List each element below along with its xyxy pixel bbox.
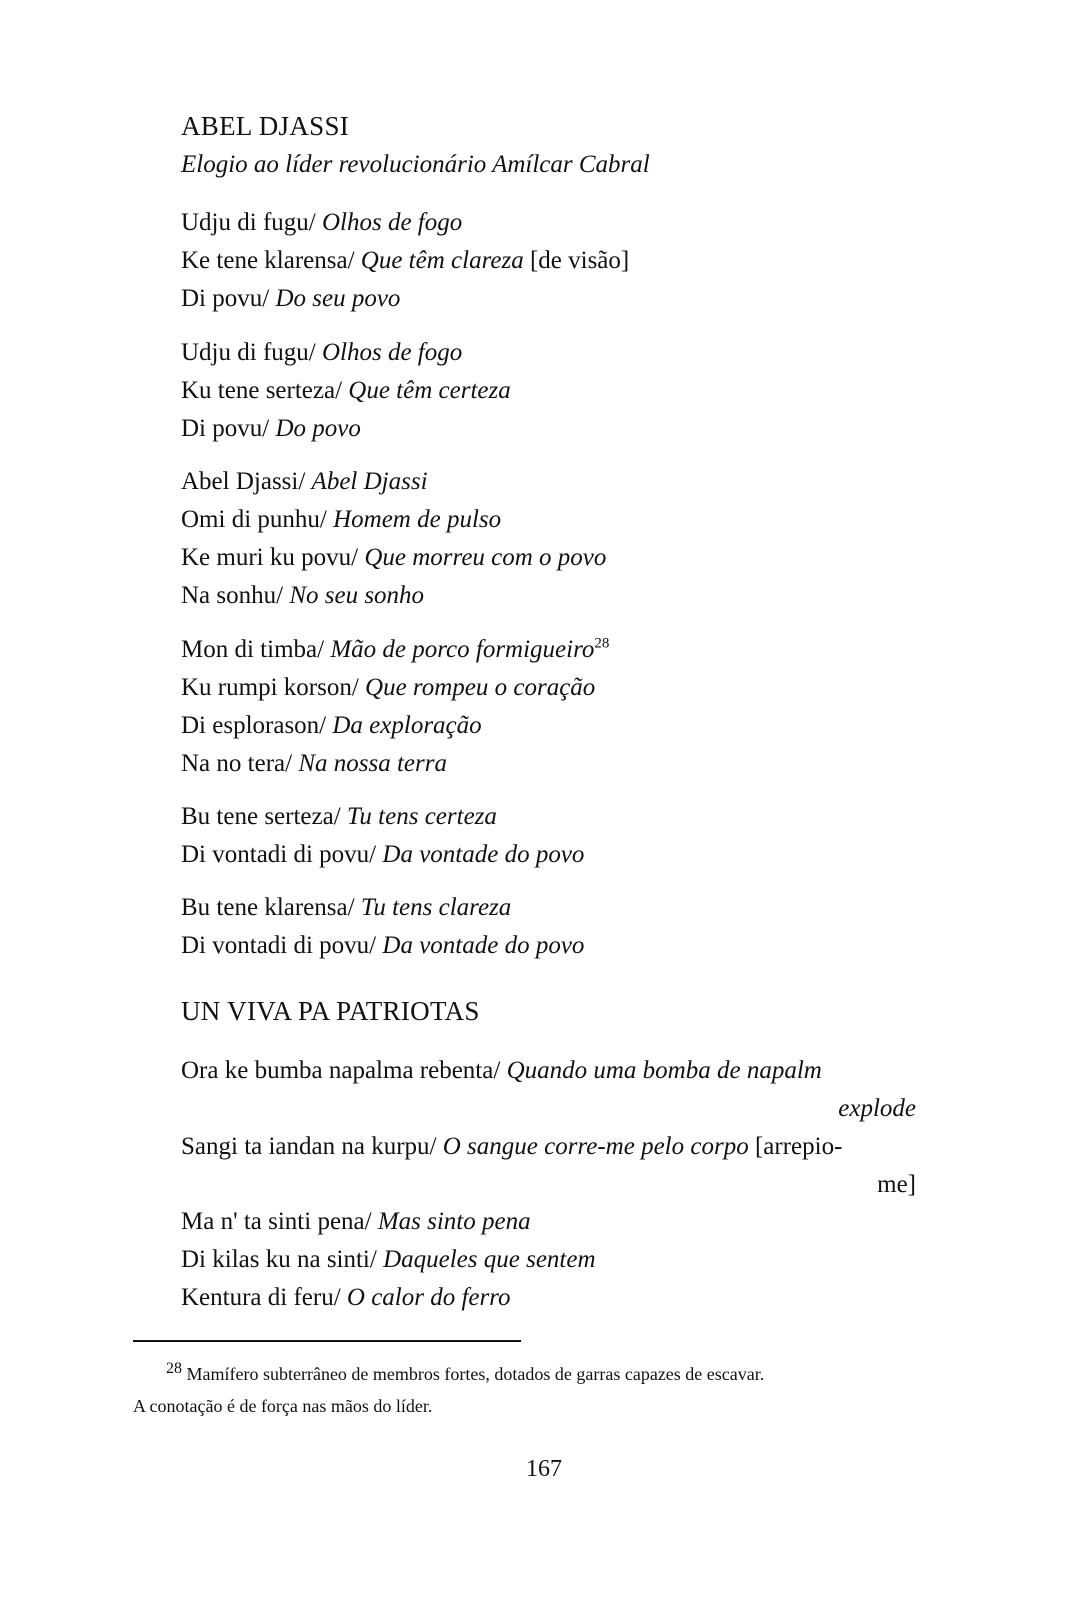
kriol-text: Di povu/ <box>181 415 276 442</box>
verse-line <box>181 410 511 448</box>
portuguese-translation: Tu tens clareza <box>360 894 512 921</box>
portuguese-translation: O calor do ferro <box>346 1284 511 1311</box>
verse-continuation: me] <box>877 1171 916 1198</box>
footnote-reference: 28 <box>594 635 610 652</box>
kriol-text: Ku rumpi korson/ <box>181 674 366 701</box>
verse-line <box>181 280 629 318</box>
verse-continuation: explode <box>838 1095 916 1122</box>
kriol-text: Di kilas ku na sinti/ <box>181 1246 384 1273</box>
verse-line <box>181 1203 596 1241</box>
portuguese-translation: Olhos de fogo <box>321 339 463 366</box>
verse-line <box>181 1128 916 1166</box>
kriol-text: Kentura di feru/ <box>181 1284 347 1311</box>
kriol-text: Di esplorason/ <box>181 712 333 739</box>
portuguese-translation: Abel Djassi <box>311 468 428 495</box>
kriol-text: Ora ke bumba napalma rebenta/ <box>181 1057 507 1084</box>
poem-title-abel-djassi: ABEL DJASSI <box>181 111 350 141</box>
verse-line <box>181 1052 916 1090</box>
stanza <box>181 334 511 448</box>
kriol-text: Di povu/ <box>181 285 276 312</box>
kriol-text: Di vontadi di povu/ <box>181 932 383 959</box>
portuguese-translation: Olhos de fogo <box>321 209 463 236</box>
verse-line <box>181 539 606 577</box>
footnote-text-1: Mamífero subterrâneo de membros fortes, dotados de garras capazes de escavar. <box>182 1364 765 1384</box>
verse-line <box>181 798 584 836</box>
portuguese-translation: Quando uma bomba de napalm <box>506 1057 822 1084</box>
portuguese-translation: Na nossa terra <box>298 750 447 777</box>
stanza <box>181 1052 916 1204</box>
kriol-text: Ku tene serteza/ <box>181 377 349 404</box>
verse-line <box>181 1279 596 1317</box>
kriol-text: Mon di timba/ <box>181 636 331 663</box>
verse-line <box>181 707 609 745</box>
portuguese-translation: Que morreu com o povo <box>364 544 607 571</box>
stanza <box>181 798 584 874</box>
poem-title-un-viva: UN VIVA PA PATRIOTAS <box>181 996 480 1026</box>
portuguese-translation: Mas sinto pena <box>377 1208 531 1235</box>
kriol-text: Omi di punhu/ <box>181 506 334 533</box>
portuguese-translation: Do povo <box>275 415 361 442</box>
portuguese-translation: O sangue corre-me pelo corpo <box>442 1133 749 1160</box>
kriol-text: Abel Djassi/ <box>181 468 312 495</box>
page-number: 167 <box>526 1456 562 1482</box>
kriol-text: Sangi ta iandan na kurpu/ <box>181 1133 443 1160</box>
footnote-line-2: A conotação é de força nas mãos do líder. <box>133 1396 433 1416</box>
verse-line <box>181 334 511 372</box>
verse-line <box>181 204 629 242</box>
portuguese-translation: Mão de porco formigueiro <box>330 636 595 663</box>
verse-line <box>181 631 609 669</box>
footnote-line-1 <box>133 1358 983 1390</box>
verse-line <box>181 501 606 539</box>
kriol-text: Na sonhu/ <box>181 582 290 609</box>
verse-line <box>181 577 606 615</box>
kriol-text: Ke muri ku povu/ <box>181 544 365 571</box>
kriol-text: Ma n' ta sinti pena/ <box>181 1208 378 1235</box>
footnote-divider <box>133 1340 521 1342</box>
bracket-note: [de visão] <box>523 247 630 274</box>
portuguese-translation: Homem de pulso <box>333 506 502 533</box>
verse-line <box>181 745 609 783</box>
verse-line <box>181 836 584 874</box>
poem-subtitle: Elogio ao líder revolucionário Amílcar Cabral <box>181 151 650 178</box>
stanza <box>181 1203 596 1317</box>
portuguese-translation: Que rompeu o coração <box>365 674 596 701</box>
verse-line <box>181 669 609 707</box>
verse-line <box>181 889 584 927</box>
portuguese-translation: Da vontade do povo <box>382 841 585 868</box>
portuguese-translation: Da vontade do povo <box>382 932 585 959</box>
kriol-text: Di vontadi di povu/ <box>181 841 383 868</box>
verse-line <box>181 1241 596 1279</box>
portuguese-translation: No seu sonho <box>289 582 425 609</box>
kriol-text: Udju di fugu/ <box>181 339 322 366</box>
portuguese-translation: Daqueles que sentem <box>383 1246 596 1273</box>
kriol-text: Ke tene klarensa/ <box>181 247 361 274</box>
verse-line <box>181 927 584 965</box>
portuguese-translation: Da exploração <box>332 712 482 739</box>
stanza <box>181 463 606 615</box>
kriol-text: Bu tene klarensa/ <box>181 894 361 921</box>
stanza <box>181 631 609 783</box>
portuguese-translation: Tu tens certeza <box>346 803 497 830</box>
verse-line <box>181 372 511 410</box>
kriol-text: Udju di fugu/ <box>181 209 322 236</box>
kriol-text: Na no tera/ <box>181 750 299 777</box>
stanza <box>181 204 629 318</box>
stanza <box>181 889 584 965</box>
portuguese-translation: Que têm clareza <box>360 247 524 274</box>
verse-line <box>181 463 606 501</box>
portuguese-translation: Do seu povo <box>275 285 401 312</box>
portuguese-translation: Que têm certeza <box>348 377 511 404</box>
kriol-text: Bu tene serteza/ <box>181 803 347 830</box>
footnote-marker: 28 <box>166 1360 182 1377</box>
bracket-note: [arrepio- <box>748 1133 843 1160</box>
verse-line <box>181 242 629 280</box>
footnote <box>133 1358 983 1422</box>
